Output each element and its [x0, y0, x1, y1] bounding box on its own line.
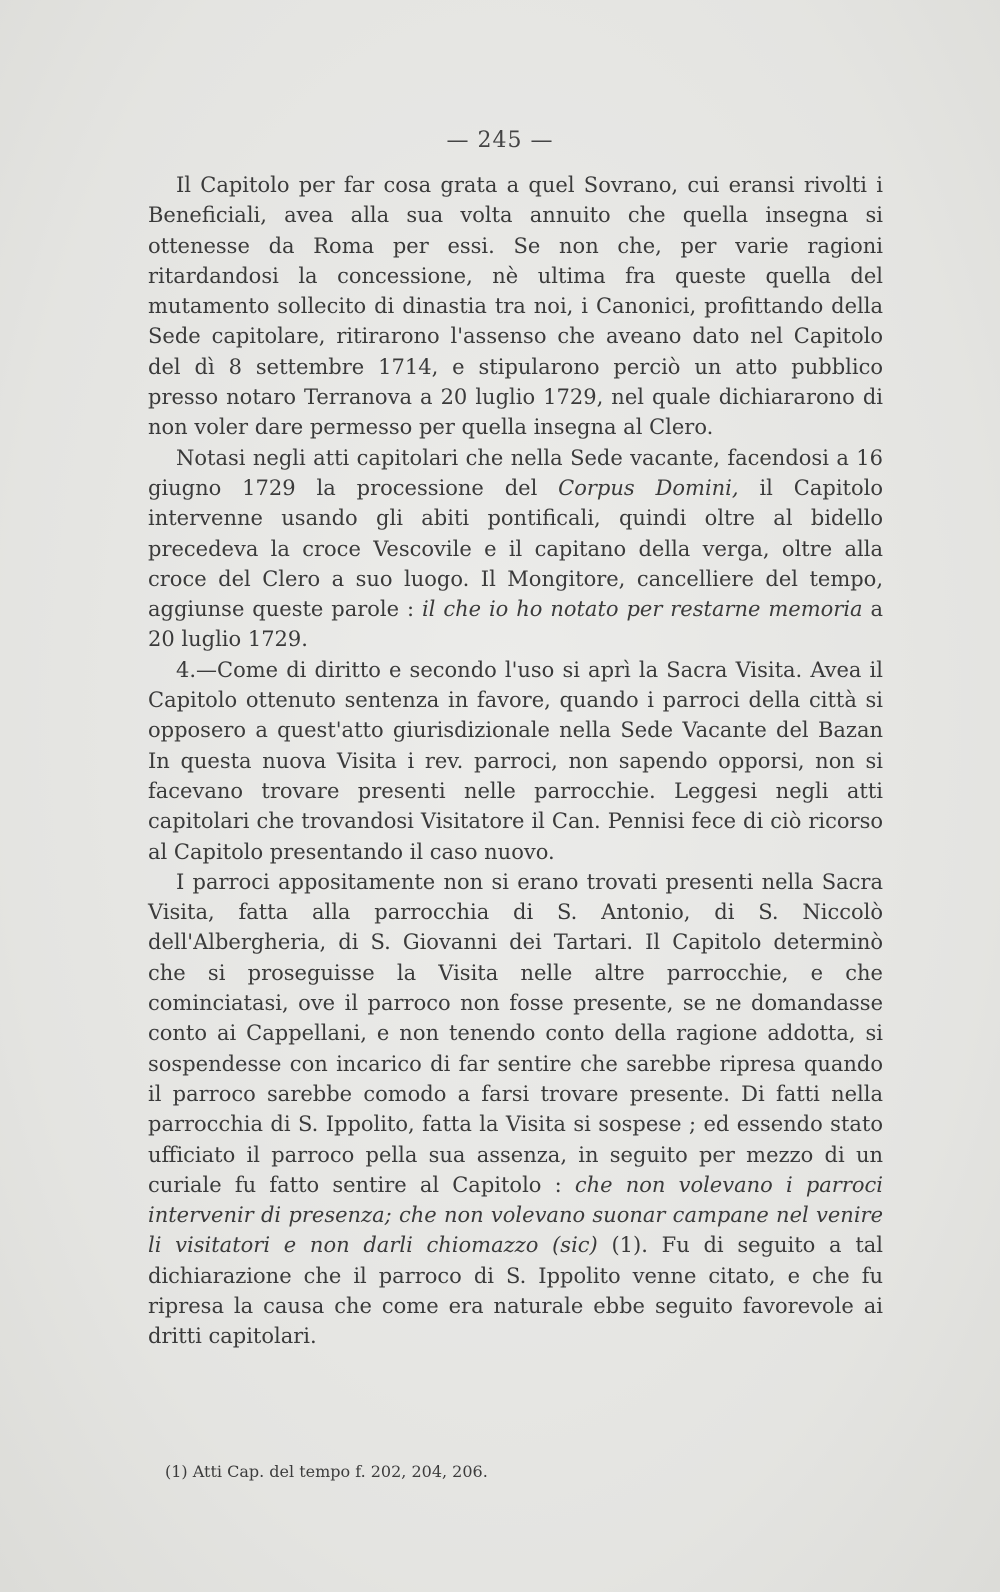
paragraph-2-text-b: il Capitolo intervenne usando gli abiti pontificali, quindi oltre al bidello precedeva la croce Vescovile e il capitano della verga, oltre alla croce del Clero a suo luogo. Il Mongitore, cancelliere del tempo, aggiunse queste parole :	[148, 475, 883, 622]
paragraph-1-text: Il Capitolo per far cosa grata a quel Sovrano, cui eransi rivolti i Beneficiali, avea alla sua volta annuito che quella insegna si ottenesse da Roma per essi. Se non che, per varie ragioni ritardandosi la concessione, nè ultima fra queste quella del mutamento sollecito di dinastia tra noi, i Canonici, profittando della Sede capitolare, ritirarono l'assenso che aveano dato nel Capitolo del dì 8 settembre 1714, e stipularono perciò un atto pubblico presso notaro Terranova a 20 luglio 1729, nel quale dichiararono di non voler dare permesso per quella insegna al Clero.	[148, 173, 883, 440]
paragraph-2-text-a: Notasi negli atti capitolari che nella Sede vacante, facendosi a 16 giugno 1729 la processione del	[148, 445, 883, 500]
footnote: (1) Atti Cap. del tempo f. 202, 204, 206.	[165, 1462, 488, 1481]
paragraph-3-text: 4.—Come di diritto e secondo l'uso si aprì la Sacra Visita. Avea il Capitolo ottenuto sentenza in favore, quando i parroci della città si opposero a quest'atto giurisdizionale nella Sede Vacante del Bazan In questa nuova Visita i rev. parroci, non sapendo opporsi, non si facevano trovare presenti nelle parrocchie. Leggesi negli atti capitolari che trovandosi Visitatore il Can. Pennisi fece di ciò ricorso al Capitolo presentando il caso nuovo.	[148, 657, 883, 864]
paragraph-3	[148, 655, 883, 867]
paragraph-1	[148, 170, 883, 443]
paragraph-4-text-a: I parroci appositamente non si erano trovati presenti nella Sacra Visita, fatta alla parrocchia di S. Antonio, di S. Niccolò dell'Albergheria, di S. Giovanni dei Tartari. Il Capitolo determinò che si proseguisse la Visita nelle altre parrocchie, e che cominciatasi, ove il parroco non fosse presente, se ne domandasse conto ai Cappellani, e non tenendo conto della ragione addotta, si sospendesse con incarico di far sentire che sarebbe ripresa quando il parroco sarebbe comodo a farsi trovare presente. Di fatti nella parrocchia di S. Ippolito, fatta la Visita si sospese ; ed essendo stato ufficiato il parroco pella sua assenza, in seguito per mezzo di un curiale fu fatto sentire al Capitolo :	[148, 869, 883, 1197]
paragraph-2-italic-quote: il che io ho notato per restarne memoria	[421, 597, 863, 622]
paragraph-2-text-c: a 20 luglio 1729.	[148, 597, 884, 652]
paragraph-4-italic-quote: che non volevano i parroci intervenir di presenza; che non volevano suonar campane nel venire li visitatori e non darli chiomazzo (sic)	[148, 1172, 883, 1258]
paragraph-4-text-b: (1). Fu di seguito a tal dichiarazione che il parroco di S. Ippolito venne citato, e che fu ripresa la causa che come era naturale ebbe seguito favorevole ai dritti capitolari.	[148, 1233, 883, 1349]
paragraph-2-italic-corpus-domini: Corpus Domini,	[558, 475, 739, 500]
page-number: — 245 —	[446, 128, 554, 153]
body-text	[148, 170, 883, 1352]
paragraph-2	[148, 443, 883, 655]
paragraph-4	[148, 867, 883, 1352]
